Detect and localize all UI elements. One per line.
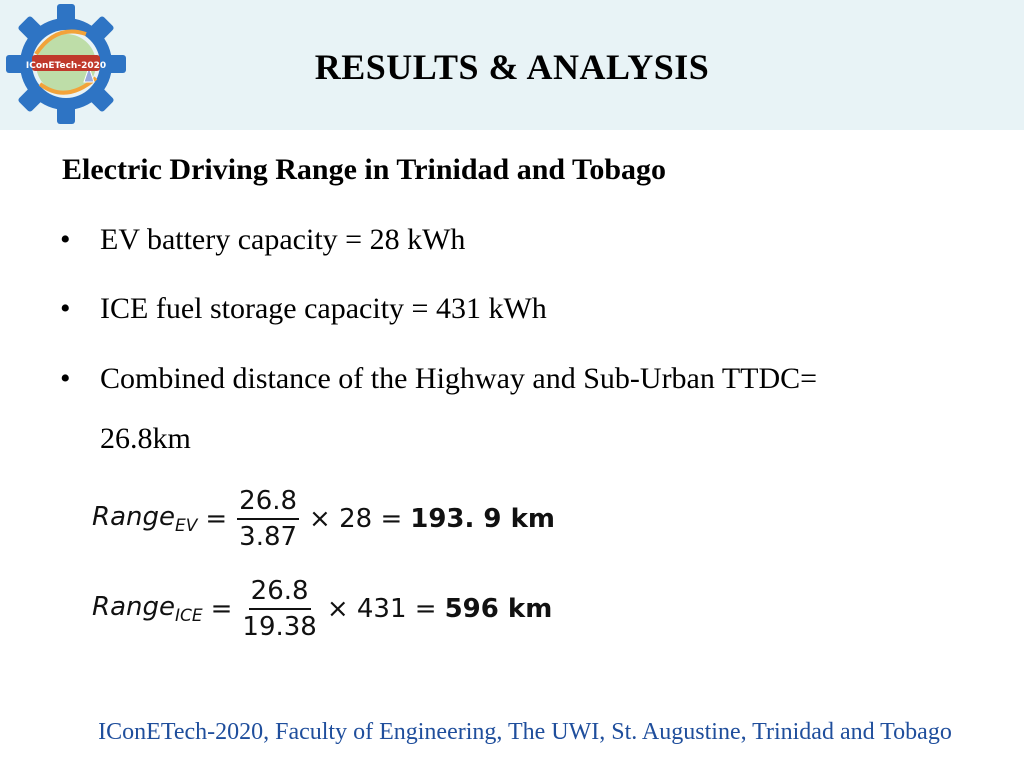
- bullet-item: [58, 279, 958, 339]
- bullet-glyph: •: [60, 223, 71, 256]
- equals-sign: =: [205, 504, 228, 534]
- equation-variable: [92, 502, 197, 536]
- operation: × 28 =: [309, 504, 403, 534]
- bullet-text: ICE fuel storage capacity = 431 kWh: [100, 292, 547, 325]
- logo-text: IConETech-2020: [25, 61, 107, 71]
- variable-subscript: EV: [174, 516, 198, 536]
- footer-text: IConETech-2020, Faculty of Engineering, The UWI, St. Augustine, Trinidad and Tobago: [98, 719, 952, 745]
- variable-subscript: ICE: [174, 606, 203, 626]
- denominator: 3.87: [239, 522, 298, 552]
- equation-variable: [92, 592, 203, 626]
- section-subtitle: Electric Driving Range in Trinidad and Tobago: [62, 153, 666, 186]
- operation: × 431 =: [326, 594, 437, 624]
- numerator: 26.8: [237, 486, 299, 520]
- bullet-item: [58, 210, 958, 270]
- bullet-text-continued: 26.8km: [100, 422, 191, 455]
- bullet-text: Combined distance of the Highway and Sub-Urban TTDC=: [100, 362, 818, 395]
- bullet-glyph: •: [60, 292, 71, 325]
- denominator: 19.38: [242, 612, 317, 642]
- fraction: [237, 486, 299, 552]
- equals-sign: =: [210, 594, 233, 624]
- equation-range-ev: [92, 486, 555, 552]
- page-title: RESULTS & ANALYSIS: [314, 47, 710, 87]
- variable-name: Range: [92, 592, 175, 622]
- fraction: [242, 576, 316, 642]
- result-value: 193. 9 km: [410, 504, 555, 534]
- numerator: 26.8: [249, 576, 311, 610]
- bullet-text: EV battery capacity = 28 kWh: [100, 223, 466, 256]
- equation-range-ice: [92, 576, 552, 642]
- result-value: 596 km: [444, 594, 553, 624]
- bullet-item: [58, 349, 958, 469]
- bullet-glyph: •: [60, 362, 71, 395]
- header-band: [0, 0, 1024, 130]
- variable-name: Range: [92, 502, 175, 532]
